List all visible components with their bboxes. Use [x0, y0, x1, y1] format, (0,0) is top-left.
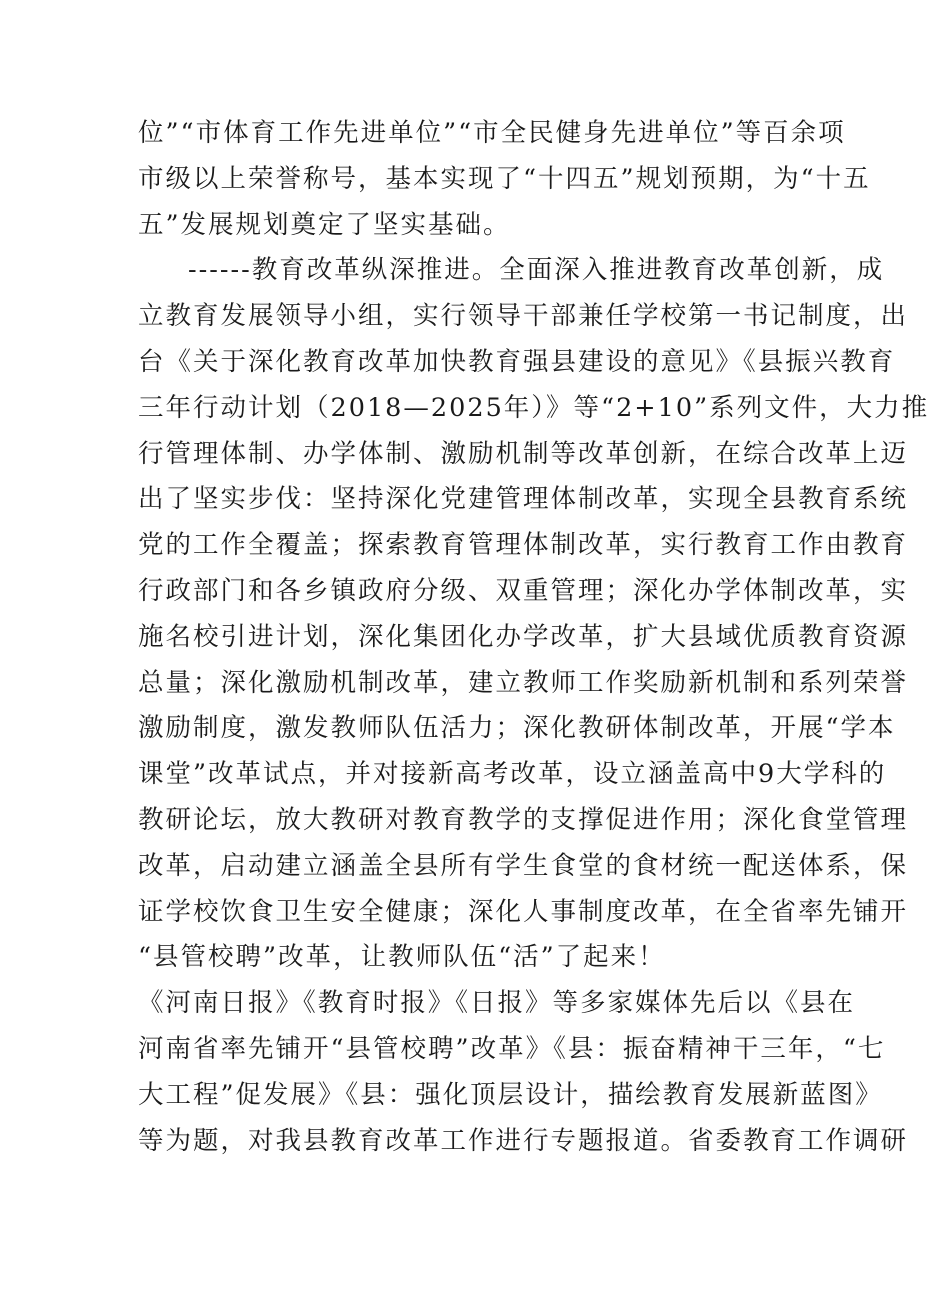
paragraph-start-line: ------教育改革纵深推进。全面深入推进教育改革创新，成 [188, 255, 885, 286]
text-line: 教研论坛，放大教研对教育教学的支撑促进作用；深化食堂管理 [138, 804, 909, 835]
text-line: 行管理体制、办学体制、激励机制等改革创新，在综合改革上迈 [138, 438, 909, 469]
text-line: 激励制度，激发教师队伍活力；深化教研体制改革，开展“学本 [138, 713, 896, 744]
text-line: 出了坚实步伐：坚持深化党建管理体制改革，实现全县教育系统 [138, 484, 909, 515]
text-line: 证学校饮食卫生安全健康；深化人事制度改革，在全省率先铺开 [138, 896, 909, 927]
body-text [138, 111, 929, 1164]
text-line: 课堂”改革试点，并对接新高考改革，设立涵盖高中9大学科的 [138, 759, 887, 790]
text-line: 等为题，对我县教育改革工作进行专题报道。省委教育工作调研 [138, 1125, 909, 1156]
paragraph-start-line: 《河南日报》《教育时报》《日报》等多家媒体先后以《县在 [138, 988, 856, 1019]
text-line: 位”“市体育工作先进单位”“市全民健身先进单位”等百余项 [138, 118, 846, 148]
text-line: 总量；深化激励机制改革，建立教师工作奖励新机制和系列荣誉 [138, 667, 909, 698]
text-line: 施名校引进计划，深化集团化办学改革，扩大县域优质教育资源 [138, 621, 909, 652]
text-line: “县管校聘”改革，让教师队伍“活”了起来！ [138, 942, 666, 973]
text-line: 台《关于深化教育改革加快教育强县建设的意见》《县振兴教育 [138, 346, 896, 377]
text-line: 五”发展规划奠定了坚实基础。 [138, 209, 511, 240]
text-line: 立教育发展领导小组，实行领导干部兼任学校第一书记制度，出 [138, 301, 909, 332]
text-line: 大工程”促发展》《县：强化顶层设计，描绘教育发展新蓝图》 [138, 1079, 883, 1110]
text-line: 河南省率先铺开“县管校聘”改革》《县：振奋精神干三年，“七 [138, 1033, 886, 1064]
text-line: 三年行动计划（2018—2025年）》等“2+10”系列文件，大力推 [138, 392, 929, 423]
text-line: 改革，启动建立涵盖全县所有学生食堂的食材统一配送体系，保 [138, 850, 909, 881]
text-line: 市级以上荣誉称号，基本实现了“十四五”规划预期，为“十五 [138, 163, 871, 194]
text-line: 党的工作全覆盖；探索教育管理体制改革，实行教育工作由教育 [138, 530, 909, 561]
text-line: 行政部门和各乡镇政府分级、双重管理；深化办学体制改革，实 [138, 575, 909, 606]
